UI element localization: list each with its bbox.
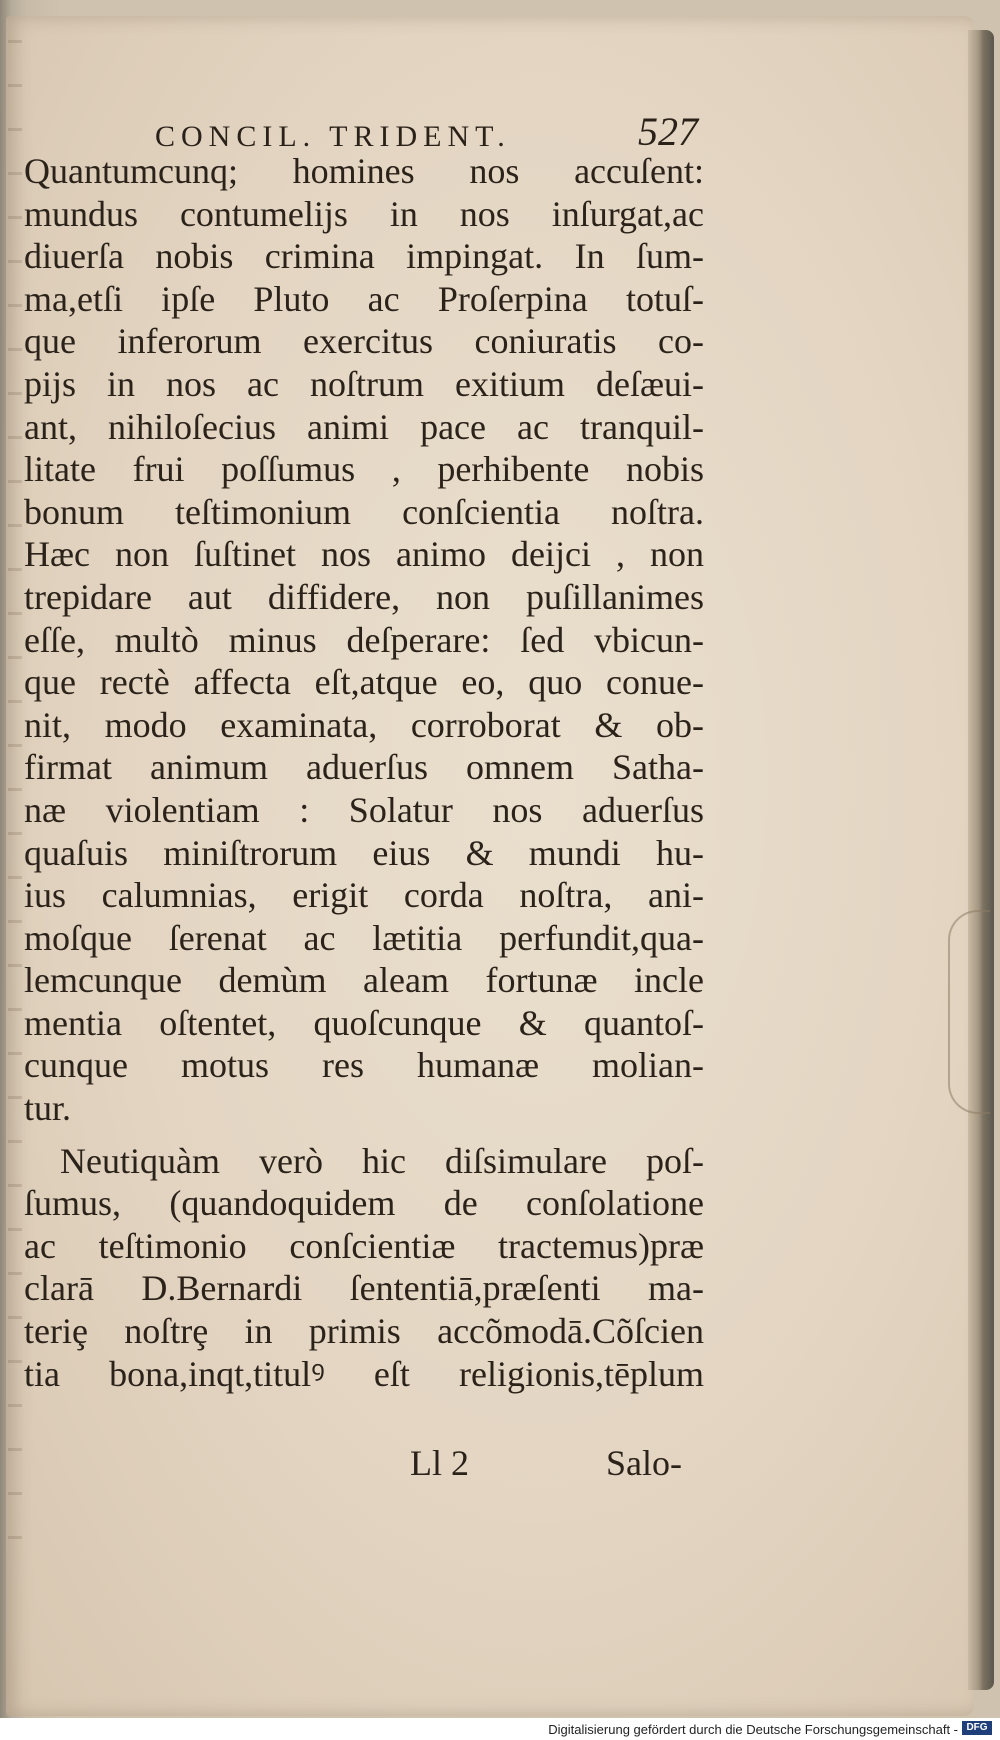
running-head: CONCIL. TRIDENT.: [155, 120, 511, 153]
text-line-29: tia bona,inqt,titulꝰ eſt religionis,tēplum: [24, 1353, 704, 1394]
text-line-1: Quantumcunq; homines nos accuſent:: [24, 151, 704, 191]
text-line-17: quaſuis miniſtrorum eius & mundi hu-: [24, 832, 704, 873]
body-text: [24, 150, 704, 1395]
text-line-22: cunque motus res humanæ molian-: [24, 1045, 704, 1086]
sheet-signature: Ll 2: [410, 1443, 469, 1483]
text-line-4: ma,etſi ipſe Pluto ac Proſerpina totuſ-: [24, 278, 704, 319]
text-line-3: diuerſa nobis crimina impingat. In ſum-: [24, 236, 704, 277]
text-line-2: mundus contumelijs in nos inſurgat,ac: [24, 193, 704, 234]
text-line-14: nit, modo examinata, corroborat & ob-: [24, 704, 704, 745]
text-line-9: bonum teſtimonium conſcientia noſtra.: [24, 491, 704, 532]
text-line-25: ſumus, (quandoquidem de conſolatione: [24, 1183, 704, 1224]
page-edge: [968, 30, 994, 1690]
digitization-credit-bar: [0, 1718, 1000, 1740]
text-line-23: tur.: [24, 1088, 72, 1129]
page-tab-outline: [948, 910, 990, 1114]
binding-marks: [8, 40, 22, 1540]
text-line-19: moſque ſerenat ac lætitia perfundit,qua-: [24, 917, 704, 958]
text-line-21: mentia oſtentet, quoſcunque & quantoſ-: [24, 1002, 704, 1043]
text-line-24: Neutiquàm verò hic diſsimulare poſ-: [60, 1140, 704, 1181]
dfg-logo-icon: DFG: [962, 1721, 992, 1735]
text-line-28: teriȩ noſtrȩ in primis accõmodā.Cõſcien: [24, 1311, 704, 1352]
digitization-credit: Digitalisierung gefördert durch die Deutsche Forschungsgemeinschaft -: [548, 1722, 958, 1737]
text-line-10: Hæc non ſuſtinet nos animo deijci , non: [24, 534, 704, 575]
text-line-16: næ violentiam : Solatur nos aduerſus: [24, 789, 704, 830]
text-line-27: clarā D.Bernardi ſententiā,præſenti ma-: [24, 1268, 704, 1309]
signature-catchword-line: [410, 1442, 710, 1488]
text-line-8: litate frui poſſumus , perhibente nobis: [24, 449, 704, 490]
text-line-15: firmat animum aduerſus omnem Satha-: [24, 747, 704, 788]
text-line-20: lemcunque demùm aleam fortunæ incle: [24, 960, 704, 1001]
text-line-5: que inferorum exercitus coniuratis co-: [24, 321, 704, 362]
text-line-18: ius calumnias, erigit corda noſtra, ani-: [24, 875, 704, 916]
text-line-13: que rectè affecta eſt,atque eo, quo conue-: [24, 662, 704, 703]
text-line-11: trepidare aut diffidere, non puſillanimes: [24, 576, 704, 617]
page-number: 527: [638, 109, 698, 154]
catchword: Salo-: [606, 1443, 682, 1483]
text-line-6: pijs in nos ac noſtrum exitium deſæui-: [24, 363, 704, 404]
text-line-26: ac teſtimonio conſcientiæ tractemus)præ: [24, 1225, 704, 1266]
text-line-7: ant, nihiloſecius animi pace ac tranquil-: [24, 406, 704, 447]
text-line-12: eſſe, multò minus deſperare: ſed vbicun-: [24, 619, 704, 660]
